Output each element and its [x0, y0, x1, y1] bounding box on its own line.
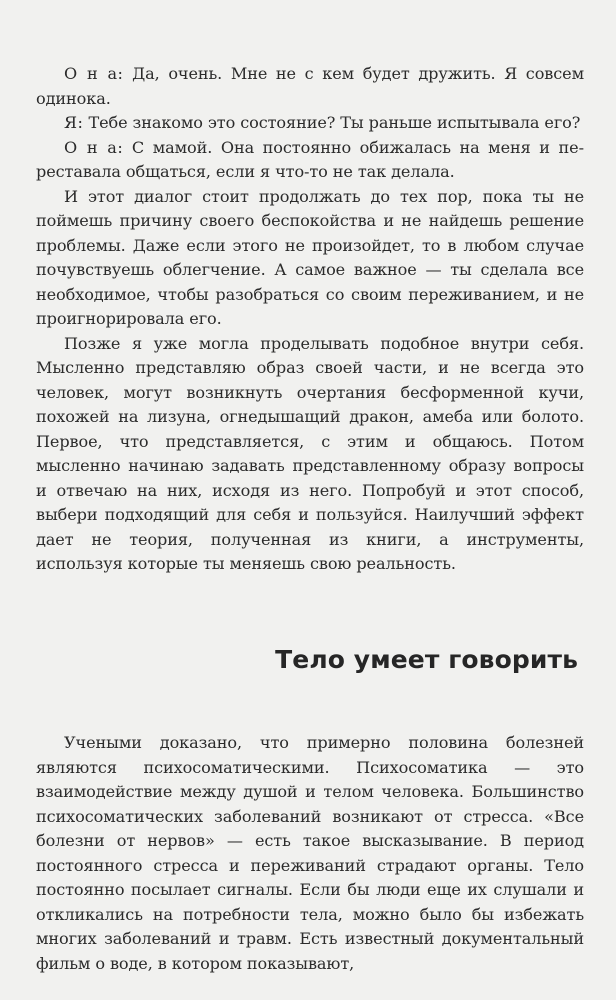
bottom-text-block: [36, 731, 584, 976]
top-text-block: [36, 62, 584, 577]
dialogue-speaker: О н а:: [64, 137, 124, 157]
section-heading: Тело умеет говорить: [275, 645, 578, 674]
dialogue-line: [36, 111, 584, 136]
dialogue-text: Тебе знакомо это состояние? Ты раньше испытывала его?: [83, 113, 581, 132]
dialogue-line: [36, 62, 584, 111]
body-paragraph: Позже я уже могла проделывать подобное внутри себя. Мысленно представляю образ своей части, и не всегда это человек, могут возникнуть очертания бесформенной кучи, похожей на лизуна, огнедышащий дракон, амеба или болото. Первое, что представляется, с этим и общаюсь. Потом мысленно начинаю задавать представленному образу вопросы и отвечаю на них, исходя из него. Попробуй и этот способ, выбери подходящий для себя и пользуйся. Наилучший эффект дает не теория, полученная из книги, а инструменты, используя которые ты меняешь свою реальность.: [36, 333, 584, 573]
body-paragraph: И этот диалог стоит продолжать до тех пор, пока ты не поймешь причину своего беспокойства и не найдешь решение проблемы. Даже если этого не произойдет, то в любом случае почувствуешь облегчение. А самое важное — ты сделала все необходимое, чтобы разобраться со своим переживанием, и не проигнорировала его.: [36, 186, 584, 328]
dialogue-text: Да, очень. Мне не с кем будет дружить. Я совсем одинока.: [36, 64, 585, 108]
body-paragraph: Учеными доказано, что примерно половина болезней являются психосоматическими. Психосоматика — это взаимодействие между душой и телом человека. Большинство психосоматических заболеваний возникают от стресса. «Все болезни от нервов» — есть такое высказывание. В период постоянного стресса и переживаний страдают органы. Тело постоянно посылает сигналы. Если бы люди еще их слушали и откликались на потребности тела, можно было бы избежать многих заболеваний и травм. Есть известный документальный фильм о воде, в котором показывают,: [36, 733, 584, 973]
dialogue-speaker: Я:: [64, 113, 84, 132]
dialogue-line: [36, 136, 584, 185]
dialogue-text: С мамой. Она постоянно обижалась на меня и переставала общаться, если я что-то не так делала.: [36, 137, 585, 181]
dialogue-speaker: О н а:: [64, 64, 124, 83]
